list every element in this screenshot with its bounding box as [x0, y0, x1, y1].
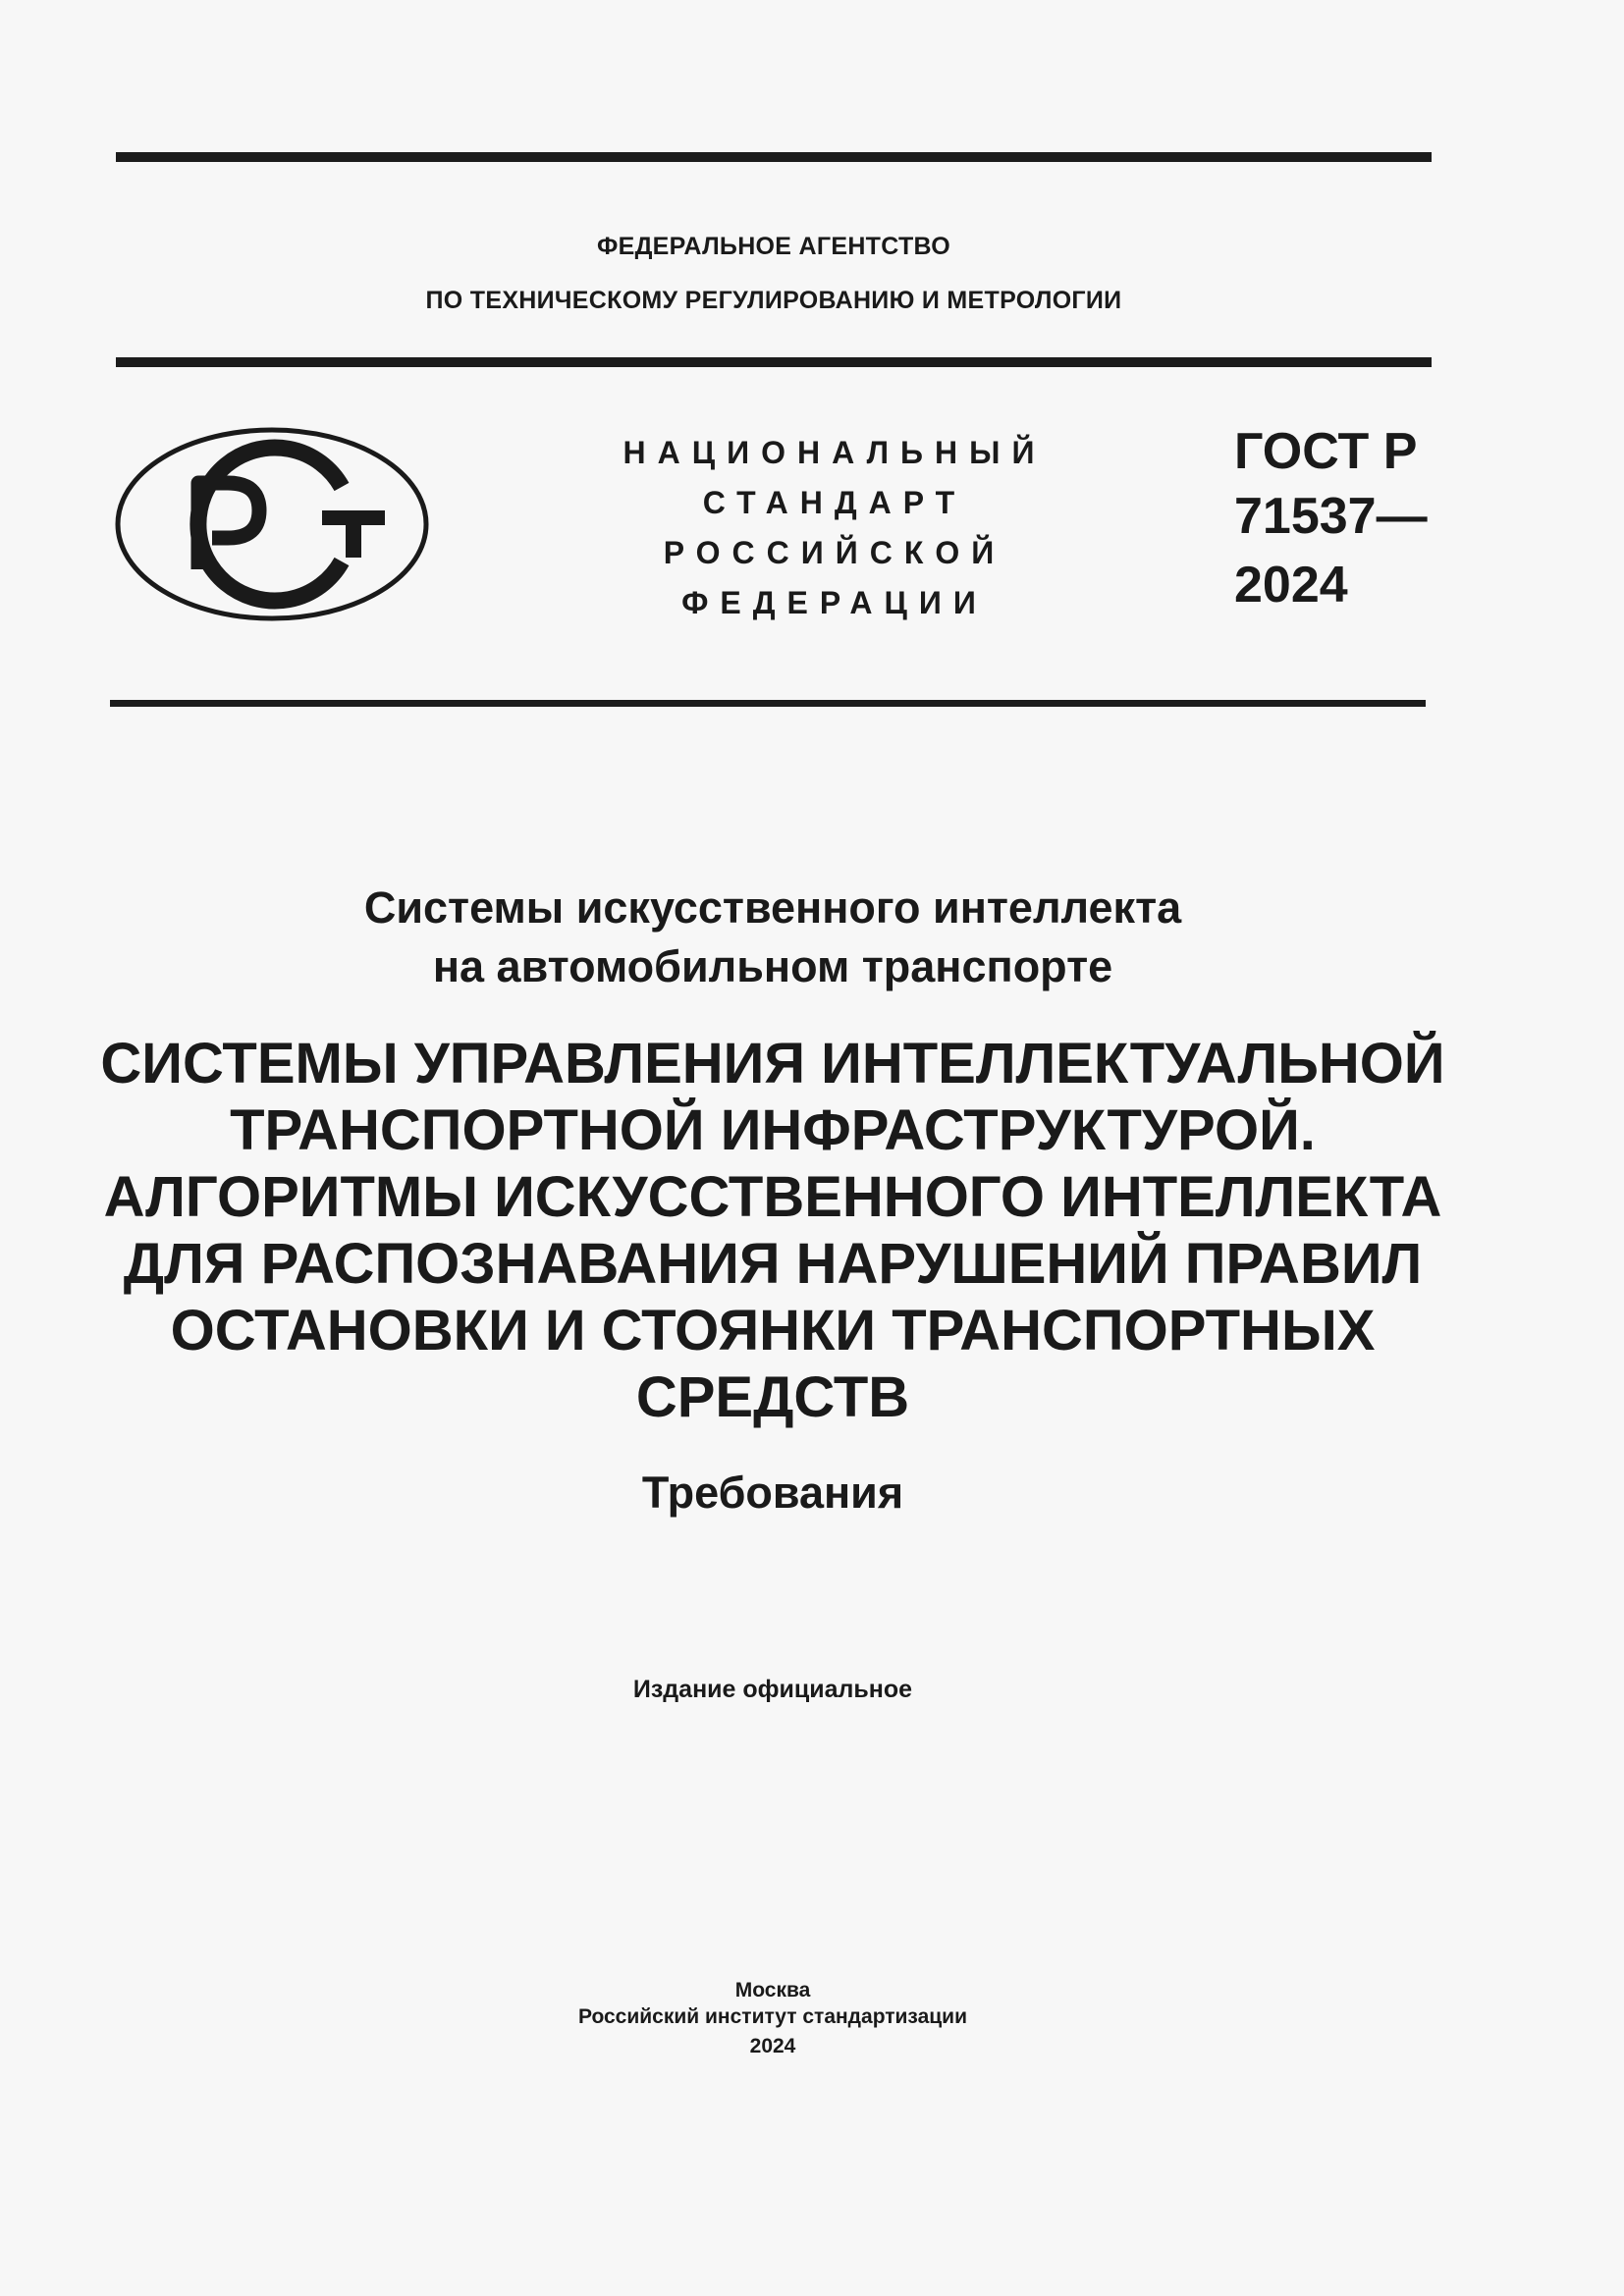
edition-label: Издание официальное [632, 1676, 913, 1703]
agency-line-2: ПО ТЕХНИЧЕСКОМУ РЕГУЛИРОВАНИЮ И МЕТРОЛОГИИ [425, 287, 1122, 314]
middle-rule [116, 357, 1432, 367]
document-subtitle [0, 879, 1545, 996]
rst-certification-mark-icon [114, 426, 430, 622]
title-line-5: ОСТАНОВКИ И СТОЯНКИ ТРАНСПОРТНЫХ [170, 1299, 1376, 1362]
title-line-3: АЛГОРИТМЫ ИСКУССТВЕННОГО ИНТЕЛЛЕКТА [103, 1165, 1442, 1229]
bottom-rule [110, 700, 1426, 707]
designation-line-2: 71537— [1234, 488, 1428, 545]
title-line-2: ТРАНСПОРТНОЙ ИНФРАСТРУКТУРОЙ. [230, 1098, 1316, 1162]
title-line-4: ДЛЯ РАСПОЗНАВАНИЯ НАРУШЕНИЙ ПРАВИЛ [123, 1232, 1423, 1296]
requirements-label: Требования [641, 1468, 904, 1518]
subtitle-line-1: Системы искусственного интеллекта [363, 882, 1182, 933]
top-rule [116, 152, 1432, 162]
standard-type-line-4: ФЕДЕРАЦИИ [681, 585, 988, 620]
title-line-6: СРЕДСТВ [635, 1365, 910, 1429]
agency-line-1: ФЕДЕРАЛЬНОЕ АГЕНТСТВО [596, 233, 951, 260]
document-title [0, 1031, 1545, 1431]
footer-city: Москва [734, 1979, 811, 2002]
standard-type-line-2: СТАНДАРТ [702, 485, 967, 520]
standard-type-line-3: РОССИЙСКОЙ [663, 535, 1006, 570]
standard-type-line-1: НАЦИОНАЛЬНЫЙ [623, 435, 1047, 470]
subtitle-line-2: на автомобильном транспорте [432, 941, 1113, 991]
designation-line-3: 2024 [1234, 557, 1348, 614]
title-line-1: СИСТЕМЫ УПРАВЛЕНИЯ ИНТЕЛЛЕКТУАЛЬНОЙ [100, 1032, 1445, 1095]
footer-publisher: Российский институт стандартизации [577, 2005, 968, 2028]
designation-line-1: ГОСТ Р [1234, 423, 1418, 480]
footer-year: 2024 [749, 2035, 796, 2057]
